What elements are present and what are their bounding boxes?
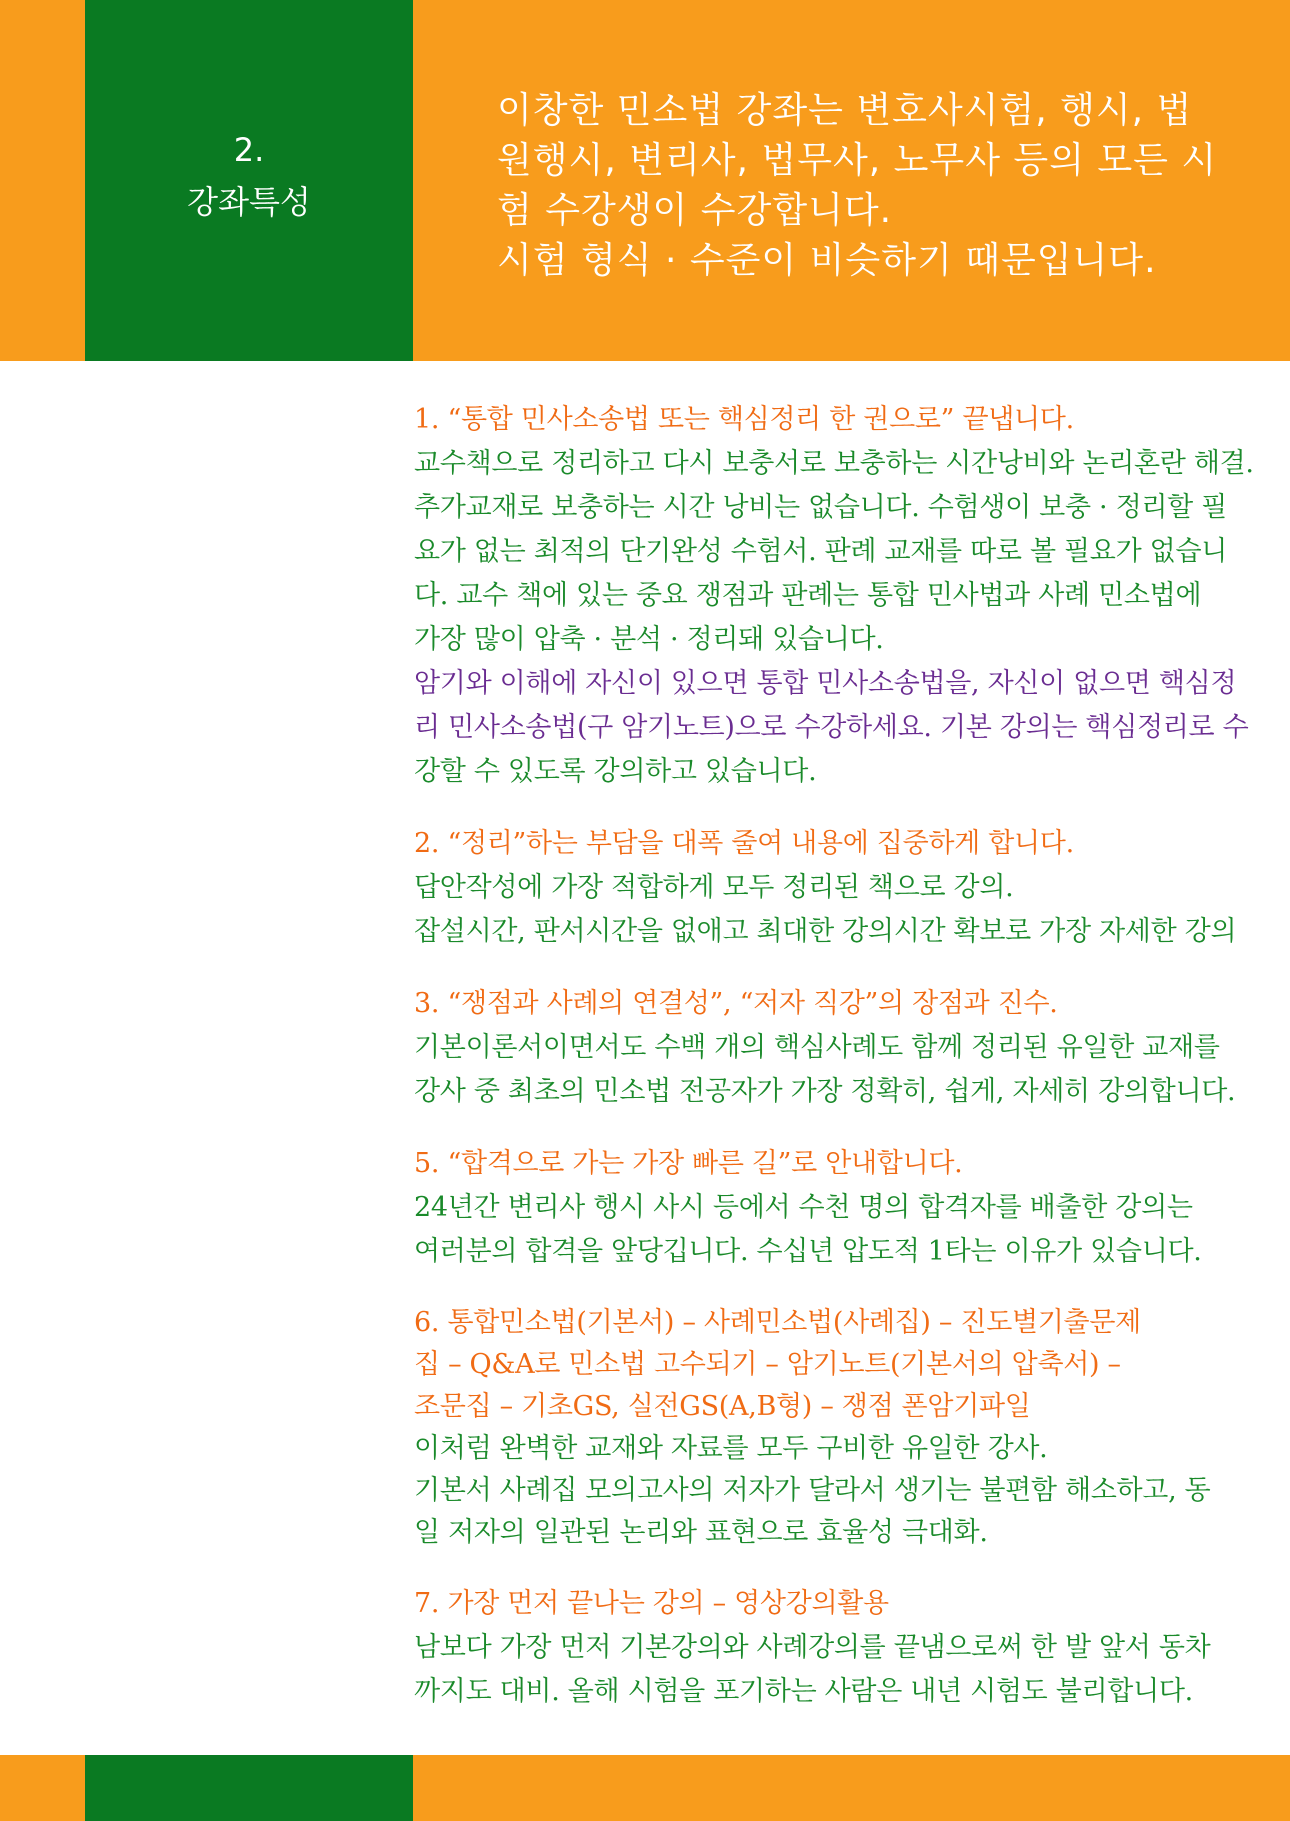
feature-list: [414, 398, 1290, 1742]
section-number: 2.: [233, 130, 265, 169]
feature-note-line: 리 민사소송법(구 암기노트)으로 수강하세요. 기본 강의는 핵심정리로 수: [414, 712, 1249, 743]
feature-heading: 조문집 – 기초GS, 실전GS(A,B형) – 쟁점 폰암기파일: [414, 1391, 1031, 1422]
feature-body-line: 24년간 변리사 행시 사시 등에서 수천 명의 합격자를 배출한 강의는: [414, 1192, 1193, 1223]
feature-section-7: [414, 1582, 1290, 1714]
feature-body-line: 강사 중 최초의 민소법 전공자가 가장 정확히, 쉽게, 자세히 강의합니다.: [414, 1076, 1236, 1107]
feature-note-line: 암기와 이해에 자신이 있으면 통합 민사소송법을, 자신이 없으면 핵심정: [414, 668, 1237, 699]
feature-heading: 5. “합격으로 가는 가장 빠른 길”로 안내합니다.: [414, 1148, 963, 1179]
feature-heading: 1. “통합 민사소송법 또는 핵심정리 한 권으로” 끝냅니다.: [414, 404, 1074, 435]
intro-line: 원행시, 변리사, 법무사, 노무사 등의 모든 시: [497, 140, 1218, 181]
section-title: 강좌특성: [187, 182, 311, 221]
feature-body-line: 가장 많이 압축 · 분석 · 정리돼 있습니다.: [414, 624, 884, 655]
feature-heading: 3. “쟁점과 사례의 연결성”, “저자 직강”의 장점과 진수.: [414, 988, 1058, 1019]
feature-section-1: [414, 398, 1290, 794]
feature-heading: 집 – Q&A로 민소법 고수되기 – 암기노트(기본서의 압축서) –: [414, 1349, 1121, 1380]
intro-line: 이창한 민소법 강좌는 변호사시험, 행시, 법: [497, 90, 1193, 131]
intro-line: 시험 형식 · 수준이 비슷하기 때문입니다.: [497, 240, 1157, 281]
footer-green-block: [85, 1755, 413, 1821]
feature-body-line: 추가교재로 보충하는 시간 낭비는 없습니다. 수험생이 보충 · 정리할 필: [414, 492, 1228, 523]
feature-body-line: 까지도 대비. 올해 시험을 포기하는 사람은 내년 시험도 불리합니다.: [414, 1676, 1193, 1707]
intro-line: 험 수강생이 수강합니다.: [497, 190, 893, 231]
feature-body-line: 남보다 가장 먼저 기본강의와 사례강의를 끝냄으로써 한 발 앞서 동차: [414, 1632, 1211, 1663]
feature-body-line: 잡설시간, 판서시간을 없애고 최대한 강의시간 확보로 가장 자세한 강의: [414, 916, 1237, 947]
feature-body-line: 여러분의 합격을 앞당깁니다. 수십년 압도적 1타는 이유가 있습니다.: [414, 1236, 1202, 1267]
feature-body-line: 요가 없는 최적의 단기완성 수험서. 판례 교재를 따로 볼 필요가 없습니: [414, 536, 1228, 567]
intro-text: [497, 86, 1217, 286]
feature-heading: 7. 가장 먼저 끝나는 강의 – 영상강의활용: [414, 1588, 889, 1619]
feature-section-5: [414, 1142, 1290, 1274]
feature-section-3: [414, 982, 1290, 1114]
feature-body-line: 기본서 사례집 모의고사의 저자가 달라서 생기는 불편함 해소하고, 동: [414, 1475, 1211, 1506]
feature-body-line: 일 저자의 일관된 논리와 표현으로 효율성 극대화.: [414, 1517, 988, 1548]
header-label-box: [85, 0, 413, 361]
feature-body-line: 이처럼 완벽한 교재와 자료를 모두 구비한 유일한 강사.: [414, 1433, 1048, 1464]
feature-body-line: 답안작성에 가장 적합하게 모두 정리된 책으로 강의.: [414, 872, 1014, 903]
feature-body-line: 교수책으로 정리하고 다시 보충서로 보충하는 시간낭비와 논리혼란 해결.: [414, 448, 1254, 479]
feature-section-6: [414, 1302, 1290, 1554]
feature-heading: 6. 통합민소법(기본서) – 사례민소법(사례집) – 진도별기출문제: [414, 1307, 1141, 1338]
feature-section-2: [414, 822, 1290, 954]
feature-heading: 2. “정리”하는 부담을 대폭 줄여 내용에 집중하게 합니다.: [414, 828, 1074, 859]
feature-note-line: 강할 수 있도록 강의하고 있습니다.: [414, 756, 817, 787]
feature-body-line: 기본이론서이면서도 수백 개의 핵심사례도 함께 정리된 유일한 교재를: [414, 1032, 1220, 1063]
feature-body-line: 다. 교수 책에 있는 중요 쟁점과 판례는 통합 민사법과 사례 민소법에: [414, 580, 1202, 611]
